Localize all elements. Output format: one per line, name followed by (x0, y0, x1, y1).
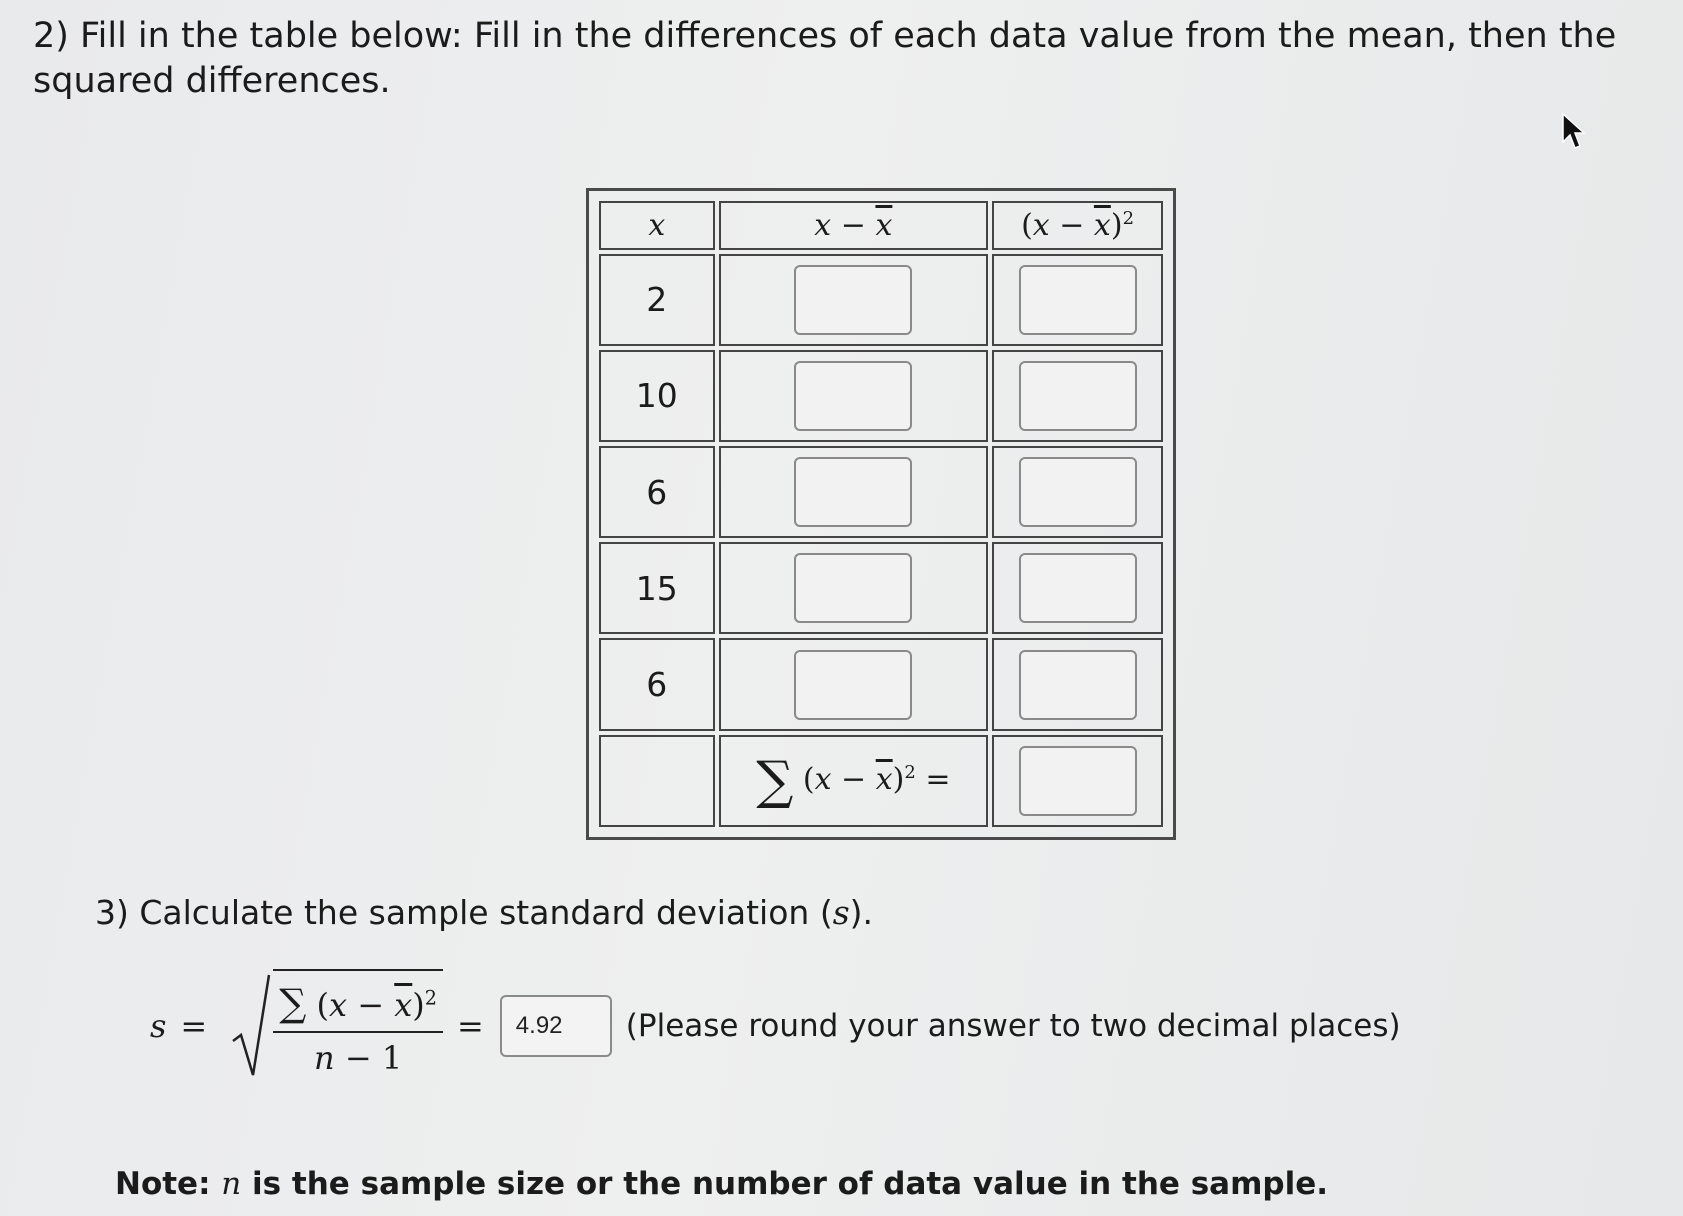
formula-equals-1: = (180, 1007, 208, 1045)
sum-value-cell (992, 735, 1163, 827)
header-x-text: x (648, 207, 666, 243)
radical-sign-icon (231, 971, 271, 1081)
sum-row-empty-cell (599, 735, 715, 827)
numerator-close: ) (412, 986, 425, 1024)
question-3-heading (95, 893, 873, 933)
formula-fraction (273, 969, 443, 1077)
sum-of-squares-input[interactable] (1019, 746, 1137, 816)
question-2-heading: 2) Fill in the table below: Fill in the differences of each data value from the mean, then the squared differences. (33, 16, 1617, 101)
cell-deviation (719, 638, 988, 730)
header-sq-x: x (1032, 207, 1050, 243)
note-prefix: Note: (115, 1166, 222, 1202)
cell-deviation (719, 350, 988, 442)
deviation-table (595, 197, 1167, 831)
squared-deviation-input[interactable] (1019, 457, 1137, 527)
cell-x-value: 6 (599, 638, 715, 730)
deviation-input[interactable] (794, 457, 912, 527)
formula-lhs: s (150, 1007, 167, 1045)
deviation-input[interactable] (794, 553, 912, 623)
table-row (599, 254, 1163, 346)
numerator-minus: − (347, 986, 395, 1024)
header-x (599, 201, 715, 250)
sum-minus: − (831, 761, 876, 797)
question-3-var: s (832, 893, 850, 932)
cell-squared (992, 254, 1163, 346)
cell-x-value: 15 (599, 542, 715, 634)
squared-deviation-input[interactable] (1019, 553, 1137, 623)
numerator-open: ( (306, 986, 330, 1024)
sum-of-squares-label (756, 750, 951, 811)
std-dev-answer-input[interactable] (500, 995, 612, 1057)
cell-deviation (719, 254, 988, 346)
question-3-suffix: ). (849, 893, 874, 932)
deviation-input[interactable] (794, 650, 912, 720)
question-3-prefix: 3) Calculate the sample standard deviation ( (95, 893, 833, 932)
header-squared-deviation (992, 201, 1163, 250)
cell-squared (992, 542, 1163, 634)
cell-x-value: 10 (599, 350, 715, 442)
header-sq-minus: − (1049, 207, 1094, 243)
cell-x-value: 2 (599, 254, 715, 346)
header-sq-mean: $\overline{x}$ (1093, 207, 1111, 243)
cell-squared (992, 350, 1163, 442)
squared-deviation-input[interactable] (1019, 361, 1137, 431)
numerator-sigma: ∑ (279, 981, 307, 1025)
sum-close: ) (892, 761, 905, 797)
mouse-cursor-icon (1560, 112, 1586, 152)
header-deviation (719, 201, 988, 250)
table-row (599, 542, 1163, 634)
cell-deviation (719, 542, 988, 634)
table-row (599, 446, 1163, 538)
table-header-row (599, 201, 1163, 250)
header-deviation-x: x (814, 207, 832, 243)
deviation-input[interactable] (794, 361, 912, 431)
sum-open: ( (793, 761, 815, 797)
formula-equals-2: = (456, 1007, 484, 1045)
numerator-mean: $\overline{x}$ (394, 986, 413, 1024)
squared-deviation-input[interactable] (1019, 650, 1137, 720)
formula-denominator (314, 1033, 402, 1077)
sum-row (599, 735, 1163, 827)
square-root (231, 971, 443, 1081)
header-deviation-minus: − (831, 207, 876, 243)
cell-x-value: 6 (599, 446, 715, 538)
note-var: n (221, 1166, 242, 1202)
cell-squared (992, 638, 1163, 730)
note-suffix: is the sample size or the number of data value in the sample. (241, 1166, 1329, 1202)
denominator-n: n (314, 1039, 335, 1077)
header-sq-exponent: 2 (1122, 207, 1135, 229)
squared-deviation-input[interactable] (1019, 265, 1137, 335)
formula-numerator (273, 981, 443, 1033)
sum-label-cell (719, 735, 988, 827)
numerator-exponent: 2 (424, 986, 437, 1010)
table-row (599, 350, 1163, 442)
sample-size-note (115, 1166, 1328, 1202)
table-row (599, 638, 1163, 730)
sum-exponent: 2 (904, 761, 916, 783)
cell-squared (992, 446, 1163, 538)
deviation-input[interactable] (794, 265, 912, 335)
rounding-instruction: (Please round your answer to two decimal places) (625, 1008, 1401, 1044)
sigma-symbol: ∑ (756, 750, 794, 811)
numerator-x: x (329, 986, 348, 1024)
header-sq-close: ) (1110, 207, 1123, 243)
sum-equals: = (915, 761, 951, 797)
header-deviation-mean: $\overline{x}$ (875, 207, 893, 243)
denominator-rest: − 1 (334, 1039, 403, 1077)
sum-mean: $\overline{x}$ (875, 761, 893, 797)
cell-deviation (719, 446, 988, 538)
std-dev-formula (150, 966, 1401, 1086)
header-sq-open: ( (1021, 207, 1033, 243)
sum-x: x (814, 761, 832, 797)
deviation-table-frame (586, 188, 1176, 840)
